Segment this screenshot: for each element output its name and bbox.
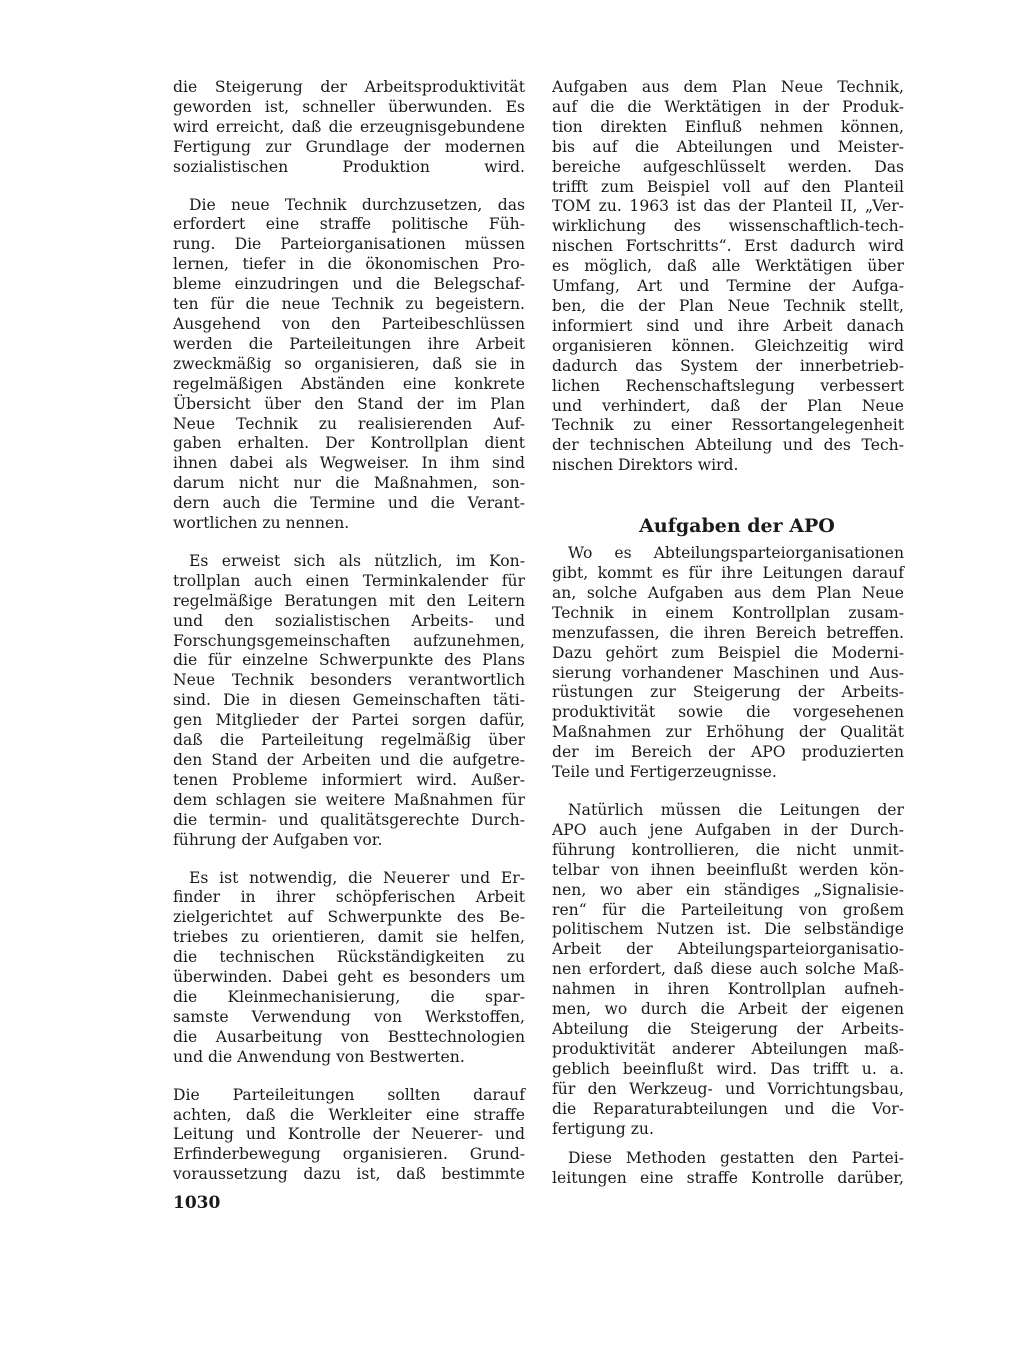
text-line: regelmäßigen Abständen eine konkrete (173, 374, 525, 393)
text-line: triebes zu orientieren, damit sie helfen, (173, 928, 525, 947)
paragraph (173, 869, 525, 1068)
text-line: sozialistischen Produktion wird. (173, 157, 525, 176)
text-line: erfordert eine straffe politische Füh- (173, 215, 525, 234)
text-line: fertigung zu. (552, 1119, 654, 1138)
text-line: die termin- und qualitätsgerechte Durch- (173, 810, 525, 829)
text-line: und verhindert, daß der Plan Neue (552, 396, 904, 415)
text-line: Es erweist sich als nützlich, im Kon- (189, 551, 525, 570)
text-line: sind. Die in diesen Gemeinschaften täti- (173, 691, 525, 710)
text-line: lernen, tiefer in die ökonomischen Pro- (173, 255, 525, 274)
text-line: wird erreicht, daß die erzeugnisgebundene (173, 117, 525, 136)
text-line: Umfang, Art und Termine der Aufga- (552, 277, 904, 296)
text-line: darum nicht nur die Maßnahmen, son- (173, 474, 525, 493)
text-line: Natürlich müssen die Leitungen der (568, 801, 904, 819)
text-line: menzufassen, die ihren Bereich betreffen. (552, 623, 904, 642)
text-line: Es ist notwendig, die Neuerer und Er- (189, 868, 525, 887)
text-line: und den sozialistischen Arbeits- und (173, 611, 525, 630)
text-line: Die Parteileitungen sollten darauf (173, 1085, 525, 1104)
text-line: nischen Fortschritts“. Erst dadurch wird (552, 237, 904, 256)
left-column (173, 78, 525, 1185)
text-line: Arbeit der Abteilungsparteiorganisatio- (552, 940, 904, 959)
text-line: rüstungen zur Steigerung der Arbeits- (552, 683, 904, 702)
text-line: organisieren können. Gleichzeitig wird (552, 336, 904, 355)
text-line: produktivität sowie die vorgesehenen (552, 703, 904, 722)
text-line: achten, daß die Werkleiter eine straffe (173, 1105, 525, 1124)
text-line: produktivität anderer Abteilungen maß- (552, 1039, 904, 1058)
paragraph (173, 196, 525, 534)
text-line: daß die Parteileitung regelmäßig über (173, 731, 525, 750)
text-line: tenen Probleme informiert wird. Außer- (173, 770, 525, 789)
text-line: lichen Rechenschaftslegung verbessert (552, 376, 904, 395)
text-line: Die neue Technik durchzusetzen, das (189, 195, 525, 214)
text-line: führung kontrollieren, die nicht unmit- (552, 840, 904, 859)
text-line: Diese Methoden gestatten den Partei- (568, 1149, 904, 1168)
text-line: geblich beeinflußt wird. Das trifft u. a. (552, 1059, 904, 1078)
text-line: Dazu gehört zum Beispiel die Moderni- (552, 643, 904, 662)
text-line: voraussetzung dazu ist, daß bestimmte (173, 1165, 525, 1184)
text-line: samste Verwendung von Werkstoffen, (173, 1007, 525, 1026)
text-line: Leitung und Kontrolle der Neuerer- und (173, 1125, 525, 1144)
paragraph (173, 1086, 525, 1186)
text-line: die Reparaturabteilungen und die Vor- (552, 1099, 904, 1118)
text-line: telbar von ihnen beeinflußt werden kön- (552, 860, 904, 879)
text-line: APO auch jene Aufgaben in der Durch- (552, 820, 904, 839)
text-line: bereiche aufgeschlüsselt werden. Das (552, 157, 904, 176)
text-line: bleme einzudringen und die Belegschaf- (173, 275, 525, 294)
text-line: geworden ist, schneller überwunden. Es (173, 97, 525, 116)
text-line: nischen Direktors wird. (552, 456, 739, 475)
text-line: gibt, kommt es für ihre Leitungen darauf (552, 564, 904, 583)
text-line: dern auch die Termine und die Verant- (173, 494, 525, 513)
text-line: überwinden. Dabei geht es besonders um (173, 968, 525, 987)
text-line: Forschungsgemeinschaften aufzunehmen, (173, 631, 525, 650)
paragraph (552, 801, 904, 1139)
text-line: finder in ihrer schöpferischen Arbeit (173, 888, 525, 907)
paragraph (552, 1149, 904, 1189)
text-line: dem schlagen sie weitere Maßnahmen für (173, 790, 525, 809)
text-line: TOM zu. 1963 ist das der Planteil II, „Ver- (552, 197, 904, 216)
text-line: trollplan auch einen Terminkalender für (173, 571, 525, 590)
right-column (552, 78, 904, 1189)
text-line: gen Mitglieder der Partei sorgen dafür, (173, 711, 525, 730)
text-line: nen erfordert, daß diese auch solche Maß- (552, 960, 904, 979)
paragraph (173, 78, 525, 178)
text-line: zweckmäßig so organisieren, daß sie in (173, 354, 525, 373)
text-line: nen, wo aber ein ständiges „Signalisie- (552, 880, 904, 899)
paragraph (552, 78, 904, 476)
text-line: die Kleinmechanisierung, die spar- (173, 987, 525, 1006)
text-line: Technik in einem Kontrollplan zusam- (552, 603, 904, 622)
text-line: werden die Parteileitungen ihre Arbeit (173, 334, 525, 353)
text-line: ihnen dabei als Wegweiser. In ihm sind (173, 454, 525, 473)
text-line: gaben erhalten. Der Kontrollplan dient (173, 434, 525, 453)
text-line: trifft zum Beispiel voll auf den Planteil (552, 177, 904, 196)
text-line: den Stand der Arbeiten und die aufgetre- (173, 751, 525, 769)
text-line: wirklichung des wissenschaftlich-tech- (552, 217, 904, 236)
text-line: Fertigung zur Grundlage der modernen (173, 137, 525, 156)
text-line: für den Werkzeug- und Vorrichtungsbau, (552, 1079, 904, 1098)
text-line: an, solche Aufgaben aus dem Plan Neue (552, 583, 904, 602)
paragraph (173, 552, 525, 851)
text-line: führung der Aufgaben vor. (173, 830, 383, 849)
text-line: Ausgehend von den Parteibeschlüssen (173, 314, 525, 333)
text-line: der im Bereich der APO produzierten (552, 743, 904, 762)
text-line: bis auf die Abteilungen und Meister- (552, 137, 904, 156)
text-line: informiert sind und ihre Arbeit danach (552, 316, 904, 335)
text-line: Übersicht über den Stand der im Plan (173, 394, 525, 413)
text-line: und die Anwendung von Bestwerten. (173, 1047, 465, 1066)
text-line: wortlichen zu nennen. (173, 514, 350, 533)
text-line: der technischen Abteilung und des Tech- (552, 436, 904, 455)
text-line: Maßnahmen zur Erhöhung der Qualität (552, 723, 904, 742)
text-line: Erfinderbewegung organisieren. Grund- (173, 1145, 525, 1164)
text-line: Abteilung die Steigerung der Arbeits- (552, 1019, 904, 1038)
text-line: sierung vorhandener Maschinen und Aus- (552, 663, 904, 682)
text-line: die für einzelne Schwerpunkte des Plans (173, 651, 525, 670)
text-line: zielgerichtet auf Schwerpunkte des Be- (173, 908, 525, 927)
paragraph (552, 544, 904, 783)
text-line: es möglich, daß alle Werktätigen über (552, 257, 904, 276)
text-line: Neue Technik zu realisierenden Auf- (173, 414, 525, 433)
text-line: die Ausarbeitung von Besttechnologien (173, 1027, 525, 1046)
text-line: tion direkten Einfluß nehmen können, (552, 117, 904, 136)
text-line: Technik zu einer Ressortangelegenheit (552, 416, 904, 435)
text-line: rung. Die Parteiorganisationen müssen (173, 235, 525, 254)
text-line: ren“ für die Parteileitung von großem (552, 900, 904, 919)
text-line: Neue Technik besonders verantwortlich (173, 671, 525, 690)
text-line: Teile und Fertigerzeugnisse. (552, 763, 777, 782)
text-line: ten für die neue Technik zu begeistern. (173, 295, 525, 314)
text-line: politischem Nutzen ist. Die selbständige (552, 920, 904, 939)
page-number: 1030 (173, 1193, 221, 1213)
text-line: men, wo durch die Arbeit der eigenen (552, 1000, 904, 1019)
text-line: auf die die Werktätigen in der Produk- (552, 97, 904, 116)
text-line: dadurch das System der innerbetrieb- (552, 356, 904, 375)
text-line: Wo es Abteilungsparteiorganisationen (568, 544, 904, 563)
text-line: leitungen eine straffe Kontrolle darüber, (552, 1169, 904, 1188)
text-line: nahmen in ihren Kontrollplan aufneh- (552, 980, 904, 999)
text-line: Aufgaben aus dem Plan Neue Technik, (552, 78, 904, 96)
text-line: die Steigerung der Arbeitsproduktivität (173, 78, 525, 96)
text-line: ben, die der Plan Neue Technik stellt, (552, 296, 904, 315)
section-heading: Aufgaben der APO (639, 515, 835, 538)
text-line: regelmäßige Beratungen mit den Leitern (173, 591, 525, 610)
text-line: die technischen Rückständigkeiten zu (173, 948, 525, 967)
